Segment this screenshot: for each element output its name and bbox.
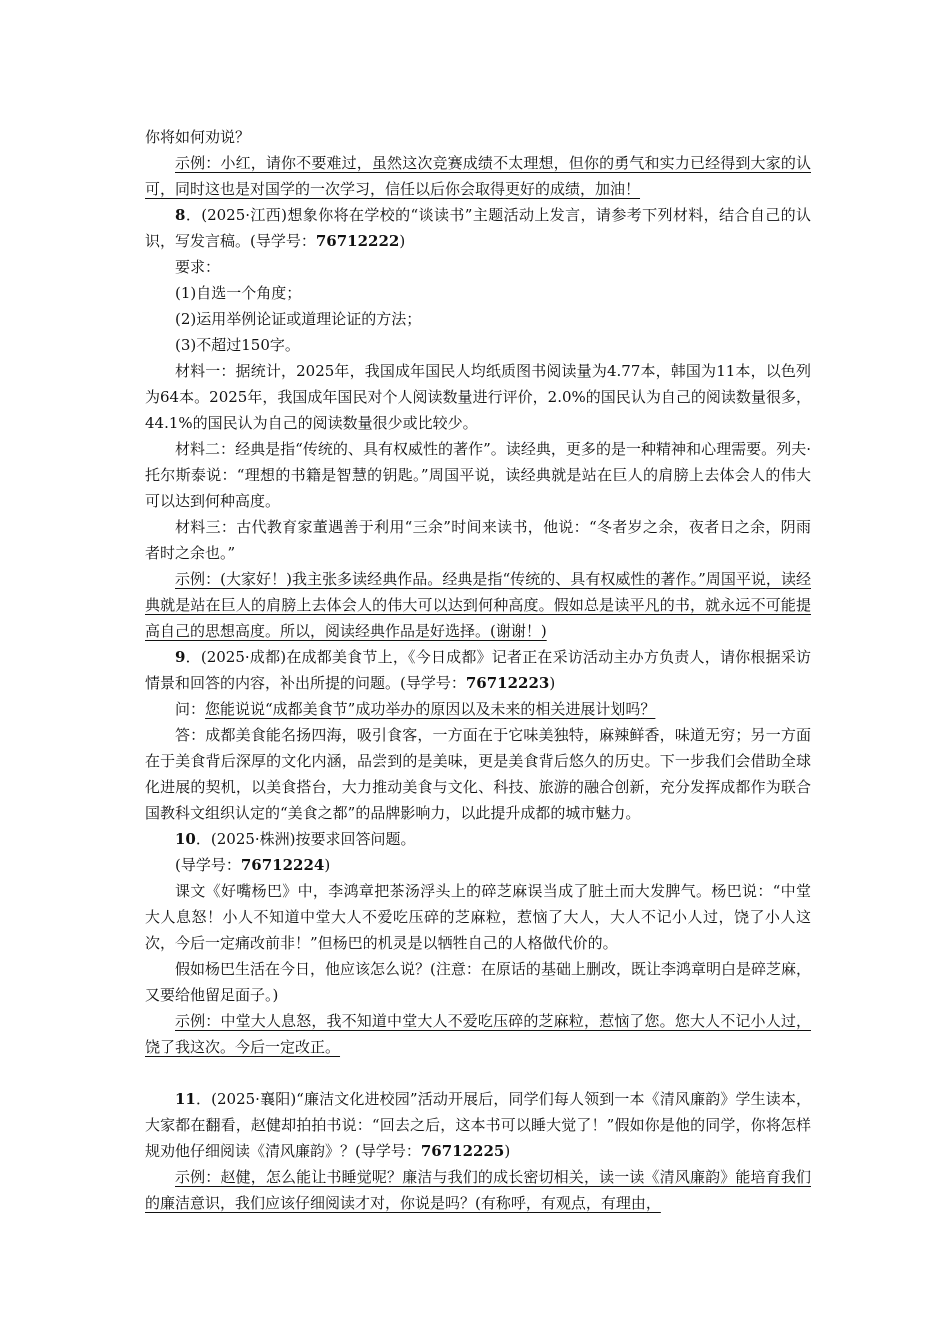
- q10-answer: [145, 1008, 811, 1060]
- section-gap: [145, 1060, 811, 1086]
- q8-material-3: 材料三：古代教育家董遇善于利用“三余”时间来读书，他说：“冬者岁之余，夜者日之余，阴雨者时之余也。”: [145, 518, 811, 562]
- q10-question-text: ．(2025·株洲)按要求回答问题。: [195, 830, 416, 848]
- q9-ask: [145, 696, 811, 722]
- q9-guide-code: 76712223: [465, 674, 550, 692]
- q11-question: [145, 1086, 811, 1164]
- q8-req-2: (2)运用举例论证或道理论证的方法；: [175, 310, 422, 328]
- document-body: [145, 124, 811, 1216]
- q8-question-text: ．(2025·江西)想象你将在学校的“谈读书”主题活动上发言，请参考下列材料，结合自己的认识，写发言稿。(导学号：: [145, 206, 811, 250]
- q7-answer-text: 示例：小红，请你不要难过，虽然这次竞赛成绩不太理想，但你的勇气和实力已经得到大家的认可，同时这也是对国学的一次学习，信任以后你会取得更好的成绩，加油！: [145, 154, 811, 198]
- q8-close: ): [399, 232, 406, 250]
- q8-req-1: (1)自选一个角度；: [175, 284, 302, 302]
- q8-answer-text: 示例：(大家好！)我主张多读经典作品。经典是指“传统的、具有权威性的著作。”周国平说，读经典就是站在巨人的肩膀上去体会人的伟大可以达到何种高度。假如总是读平凡的书，就永远不可能提高自己的思想高度。所以，阅读经典作品是好选择。(谢谢！): [145, 570, 811, 640]
- q10-guide: [145, 852, 811, 878]
- q9-reply: 答：成都美食能名扬四海，吸引食客，一方面在于它味美独特，麻辣鲜香，味道无穷；另一方面在于美食背后深厚的文化内涵，品尝到的是美味，更是美食背后悠久的历史。下一步我们会借助全球化进展的契机，以美食搭台，大力推动美食与文化、科技、旅游的融合创新，充分发挥成都作为联合国教科文组织认定的“美食之都”的品牌影响力，以此提升成都的城市魅力。: [145, 726, 811, 822]
- q11-guide-code: 76712225: [420, 1142, 505, 1160]
- q8-req-title: 要求：: [175, 258, 221, 276]
- q10-para-1: 课文《好嘴杨巴》中，李鸿章把茶汤浮头上的碎芝麻误当成了脏土而大发脾气。杨巴说：“中堂大人息怒！小人不知道中堂大人不爱吃压碎的芝麻粒，惹恼了大人，大人不记小人过，饶了小人这次，今后一定痛改前非！”但杨巴的机灵是以牺牲自己的人格做代价的。: [145, 882, 811, 952]
- q7-prompt-tail: 你将如何劝说？: [145, 128, 251, 146]
- q10-close: ): [324, 856, 331, 874]
- q8-guide-code: 76712222: [315, 232, 400, 250]
- q10-number: 10: [175, 830, 196, 848]
- q10-question: [145, 826, 811, 852]
- q8-number: 8: [175, 206, 186, 224]
- q10-guide-open: (导学号：: [175, 856, 241, 874]
- q8-material-2: 材料二：经典是指“传统的、具有权威性的著作”。读经典，更多的是一种精神和心理需要。列夫·托尔斯泰说：“理想的书籍是智慧的钥匙。”周国平说，读经典就是站在巨人的肩膀上去体会人的伟大可以达到何种高度。: [145, 440, 811, 510]
- q10-para-2: 假如杨巴生活在今日，他应该怎么说？(注意：在原话的基础上删改，既让李鸿章明白是碎芝麻，又要给他留足面子。): [145, 960, 811, 1004]
- q8-question: [145, 202, 811, 254]
- q9-close: ): [549, 674, 556, 692]
- q11-number: 11: [175, 1090, 196, 1108]
- q7-answer: [145, 150, 811, 202]
- q10-guide-code: 76712224: [240, 856, 325, 874]
- q11-answer-text: 示例：赵健，怎么能让书睡觉呢？廉洁与我们的成长密切相关，读一读《清风廉韵》能培育我们的廉洁意识，我们应该仔细阅读才对，你说是吗？(有称呼，有观点，有理由，: [145, 1168, 811, 1212]
- q11-close: ): [504, 1142, 511, 1160]
- q11-answer: [145, 1164, 811, 1216]
- q9-ask-label: 问：: [175, 700, 206, 718]
- q9-question: [145, 644, 811, 696]
- q10-answer-text: 示例：中堂大人息怒，我不知道中堂大人不爱吃压碎的芝麻粒，惹恼了您。您大人不记小人过，饶了我这次。今后一定改正。: [145, 1012, 811, 1056]
- q8-material-1: 材料一：据统计，2025年，我国成年国民人均纸质图书阅读量为4.77本，韩国为11本，以色列为64本。2025年，我国成年国民对个人阅读数量进行评价，2.0%的国民认为自己的阅读数量很多，44.1%的国民认为自己的阅读数量很少或比较少。: [145, 362, 811, 432]
- q11-question-text: ．(2025·襄阳)“廉洁文化进校园”活动开展后，同学们每人领到一本《清风廉韵》学生读本，大家都在翻看，赵健却拍拍书说：“回去之后，这本书可以睡大觉了！”假如你是他的同学，你将怎样规劝他仔细阅读《清风廉韵》？(导学号：: [145, 1090, 811, 1160]
- q9-ask-text: 您能说说“成都美食节”成功举办的原因以及未来的相关进展计划吗？: [205, 700, 656, 718]
- q8-answer: [145, 566, 811, 644]
- q9-question-text: ．(2025·成都)在成都美食节上，《今日成都》记者正在采访活动主办方负责人，请你根据采访情景和回答的内容，补出所提的问题。(导学号：: [145, 648, 811, 692]
- q8-req-3: (3)不超过150字。: [175, 336, 300, 354]
- q9-number: 9: [175, 648, 186, 666]
